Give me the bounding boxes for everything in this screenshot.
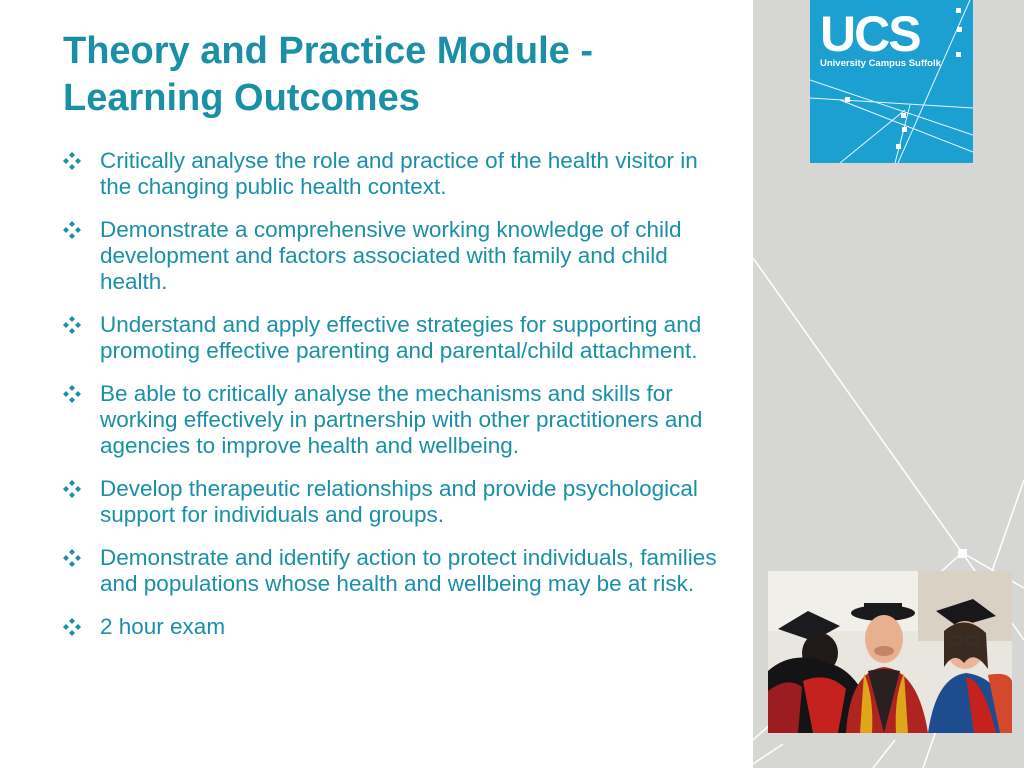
diamond-bullet-icon [62, 381, 100, 407]
graduation-photo [768, 571, 1012, 733]
outcome-text: Develop therapeutic relationships and provide psychological support for individuals and groups. [100, 476, 698, 527]
list-item [62, 217, 728, 295]
ucs-logo [810, 0, 973, 163]
diamond-bullet-icon [62, 476, 100, 502]
outcome-text: Be able to critically analyse the mechanisms and skills for working effectively in partnership with other practitioners and agencies to improve health and wellbeing. [100, 381, 703, 458]
outcome-text: Demonstrate a comprehensive working knowledge of child development and factors associated with family and child health. [100, 217, 682, 294]
diamond-bullet-icon [62, 217, 100, 243]
logo-subtitle: University Campus Suffolk [820, 58, 941, 69]
outcome-text: Critically analyse the role and practice of the health visitor in the changing public health context. [100, 148, 698, 199]
list-item [62, 614, 728, 640]
diamond-bullet-icon [62, 312, 100, 338]
diamond-bullet-icon [62, 545, 100, 571]
outcome-text: Demonstrate and identify action to protect individuals, families and populations whose health and wellbeing may be at risk. [100, 545, 717, 596]
outcome-text: 2 hour exam [100, 614, 226, 639]
outcome-text: Understand and apply effective strategies for supporting and promoting effective parenting and parental/child attachment. [100, 312, 702, 363]
list-item [62, 148, 728, 200]
diamond-bullet-icon [62, 614, 100, 640]
list-item [62, 476, 728, 528]
list-item [62, 381, 728, 459]
learning-outcomes-list [62, 148, 728, 657]
slide-title: Theory and Practice Module - Learning Outcomes [63, 30, 593, 119]
logo-wordmark: UCS [820, 6, 920, 62]
diamond-bullet-icon [62, 148, 100, 174]
list-item [62, 312, 728, 364]
list-item [62, 545, 728, 597]
